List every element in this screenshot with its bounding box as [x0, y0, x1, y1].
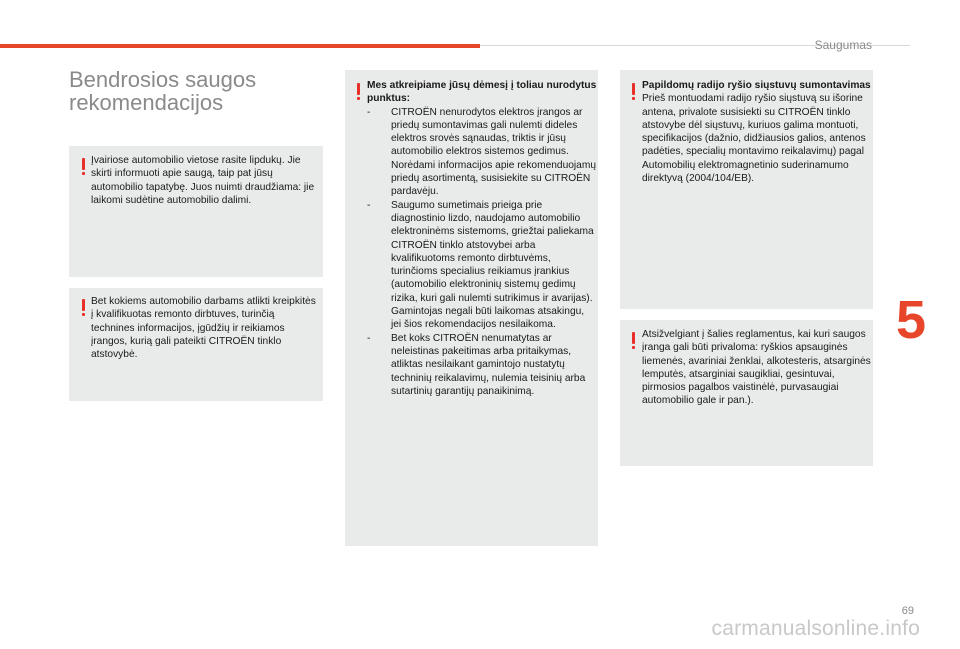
list-item [367, 106, 597, 199]
list-dash: - [367, 332, 371, 344]
notice-text: Atsižvelgiant į šalies reglamentus, kai kuri saugos įranga gali būti privaloma: ryškios apsauginės liemenės, avariniai ženklai, alkotesteris, atsarginės lemputės, atsarginiai saugikliai, gesintuvai, pirmosios pagalbos vaistinėlė, purvasaugiai automobilio gale ir pan.). [642, 329, 871, 407]
notice-heading: Mes atkreipiame jūsų dėmesį į toliau nurodytus punktus: [367, 80, 597, 105]
list-item-text: Bet koks CITROËN nenumatytas ar neleistinas pakeitimas arba pritaikymas, atliktas nesilaikant gamintojo nustatytų techninių reikalavimų, nulemia teisinių arba sutartinių garantijų panaikinimą. [391, 332, 586, 397]
page-number: 69 [901, 605, 914, 617]
list-item [367, 199, 597, 332]
list-item [367, 332, 597, 398]
notice-text: Bet kokiems automobilio darbams atlikti kreipkitės į kvalifikuotas remonto dirbtuves, turinčią technines informacijos, įgūdžių ir reikiamos įrangos, kurią gali pateikti CITROËN tinklo atstovybė. [91, 296, 316, 361]
list-dash: - [367, 199, 371, 211]
notice-box-equipment [620, 320, 873, 466]
chapter-number: 5 [895, 290, 927, 350]
list-dash: - [367, 106, 371, 118]
list-item-text: Saugumo sumetimais prieiga prie diagnostinio lizdo, naudojamo automobilio elektroninėms sistemoms, griežtai paliekama CITROËN tinklo atstovybei arba kvalifikuotoms remonto dirbtuvėms, turinčioms specialius reikiamus įrankius (automobilio elektroninių sistemų gedimų rizika, kuri gali nulemti sutrikimus ir avarijas). Gamintojas negali būti laikomas atsakingu, jei šios rekomendacijos nesilaikoma. [391, 199, 594, 331]
header-accent-bar [0, 44, 480, 48]
list-item-text: CITROËN nenurodytos elektros įrangos ar priedų sumontavimas gali nulemti dideles elektros srovės sąnaudas, triktis ir jūsų automobilio elektros sistemos gedimus. Norėdami informacijos apie rekomenduojamų priedų asortimentą, susisiekite su CITROËN pardavėju. [391, 106, 596, 198]
section-name: Saugumas [814, 38, 872, 52]
notice-text: Prieš montuodami radijo ryšio siųstuvą su išorine antena, privalote susisiekti su CITROËN tinklo atstovybe dėl siųstuvų, kuriuos galima montuoti, specifikacijos (dažnio, didžiausios galios, antenos padėties, specialių montavimo reikalavimų) pagal Automobilių elektromagnetinio suderinamumo direktyvą (2004/104/EB). [642, 93, 866, 185]
notice-box-points [345, 70, 598, 546]
notice-box-radio [620, 70, 873, 309]
page-title: Bendrosios saugos rekomendacijos [69, 67, 257, 115]
watermark: carmanualsonline.info [711, 617, 920, 640]
notice-box-servicing [69, 288, 323, 401]
notice-text: Įvairiose automobilio vietose rasite lipdukų. Jie skirti informuoti apie saugą, taip pat jūsų automobilio tapatybę. Juos nuimti draudžiama: jie laikomi sudėtine automobilio dalimi. [91, 155, 315, 206]
notice-heading: Papildomų radijo ryšio siųstuvų sumontavimas [642, 80, 871, 91]
notice-box-stickers [69, 146, 323, 277]
